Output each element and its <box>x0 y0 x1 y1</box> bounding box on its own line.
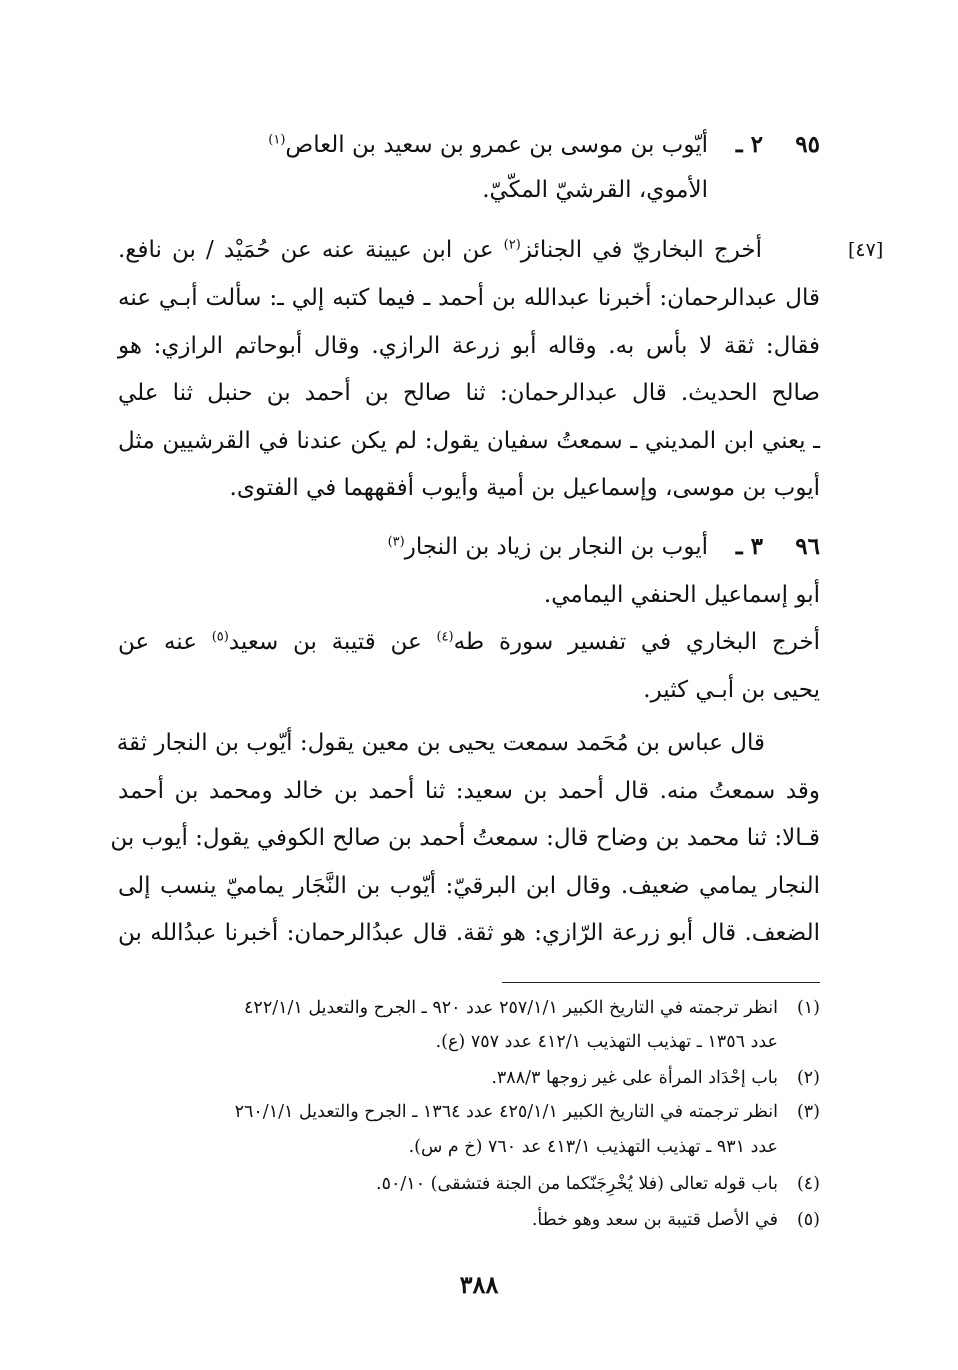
footnote-ref: (٣) <box>387 534 405 550</box>
entry-sub-number: ٣ ـ <box>735 533 763 560</box>
paragraph-line: ـ يعني ابن المديني ـ سمعتُ سفيان يقول: لم يكن عندنا في القرشيين مثل <box>118 428 820 454</box>
footnote-text: باب قوله تعالى (فلا يُخْرِجَنّكما من الجنة فتشقى) ٥٠/١٠. <box>376 1174 778 1194</box>
paragraph-line: أخرج البخاري في تفسير سورة طه$^{(٤)}$ عن قتيبة بن سعيد$^{(٥)}$ عنه عن <box>118 629 820 655</box>
page-number: ٣٨٨ <box>459 1270 499 1299</box>
entry-nisba: أبو إسماعيل الحنفي اليمامي. <box>543 582 820 608</box>
paragraph-line: قال عباس بن مُحَمد سمعت يحيى بن معين يقول: أيّوب بن النجار ثقة <box>116 730 765 756</box>
footnote-separator <box>502 982 820 983</box>
paragraph-line: وقد سمعتُ منه. قال أحمد بن سعيد: ثنا أحمد بن خالد ومحمد بن أحمد <box>118 778 820 804</box>
margin-page-marker: [٤٧] <box>848 239 884 261</box>
footnote-number: (٥) <box>796 1210 820 1230</box>
footnote-text: انظر ترجمته في التاريخ الكبير ٢٥٧/١/١ عدد ٩٢٠ ـ الجرح والتعديل ٤٢٢/١/١ <box>244 998 778 1018</box>
footnote-text: في الأصل قتيبة بن سعد وهو خطأ. <box>531 1210 778 1230</box>
footnote-text: عدد ٩٣١ ـ تهذيب التهذيب ٤١٣/١ عد ٧٦٠ (خ م س). <box>408 1137 778 1157</box>
footnote-ref: (٤) <box>436 629 454 645</box>
paragraph-line: صالح الحديث. قال عبدالرحمان: ثنا صالح بن أحمد بن حنبل ثنا علي <box>118 380 820 406</box>
paragraph-line: فقال: ثقة لا بأس به. وقاله أبو زرعة الرازي. وقال أبوحاتم الرازي: هو <box>118 333 820 359</box>
entry-nisba: الأموي، القرشيّ المكّيّ. <box>482 177 708 203</box>
footnote-text: عدد ١٣٥٦ ـ تهذيب التهذيب ٤١٢/١ عدد ٧٥٧ (ع). <box>435 1032 778 1052</box>
entry-number: ٩٥ <box>795 131 820 158</box>
footnote-number: (٣) <box>796 1102 820 1122</box>
footnote-text: انظر ترجمته في التاريخ الكبير ٤٢٥/١/١ عدد ١٣٦٤ ـ الجرح والتعديل ٢٦٠/١/١ <box>234 1102 778 1122</box>
paragraph-line: أخرج البخاريّ في الجنائز$^{(٢)}$ عن ابن عيينة عنه عن حُمَيْد / بن نافع. <box>118 237 762 263</box>
paragraph-line: النجار يمامي ضعيف. وقال ابن البرقيّ: أيّوب بن النَّجَار يماميّ ينسب إلى <box>118 873 820 899</box>
footnote-ref: (١) <box>268 132 286 148</box>
footnote-number: (١) <box>796 998 820 1018</box>
footnote-ref: (٥) <box>211 629 229 645</box>
entry-name: أيّوب بن موسى بن عمرو بن سعيد بن العاص$^{(١)}$ <box>268 132 708 158</box>
footnote-number: (٢) <box>796 1068 820 1088</box>
paragraph-line: قـالا: ثنا محمد بن وضاح قال: سمعتُ أحمد بن صالح الكوفي يقول: أيوب بن <box>110 825 820 851</box>
paragraph-line: قال عبدالرحمان: أخبرنا عبدالله بن أحمد ـ فيما كتبه إلي ـ: سألت أبـي عنه <box>118 285 820 311</box>
paragraph-line: يحيى بن أبـي كثير. <box>643 677 820 703</box>
footnote-text: باب إحْدَاد المرأة على غير زوجها ٣٨٨/٣. <box>491 1068 778 1088</box>
paragraph-line: أيوب بن موسى، وإسماعيل بن أمية وأيوب أفقههما في الفتوى. <box>229 475 820 501</box>
entry-sub-number: ٢ ـ <box>735 131 763 158</box>
entry-number: ٩٦ <box>795 533 820 560</box>
footnote-number: (٤) <box>796 1174 820 1194</box>
entry-name: أيوب بن النجار بن زياد بن النجار$^{(٣)}$ <box>387 534 708 560</box>
footnote-ref: (٢) <box>503 237 521 253</box>
paragraph-line: الضعف. قال أبو زرعة الرّازي: هو ثقة. قال عبدُالرحمان: أخبرنا عبدُالله بن <box>118 920 820 946</box>
